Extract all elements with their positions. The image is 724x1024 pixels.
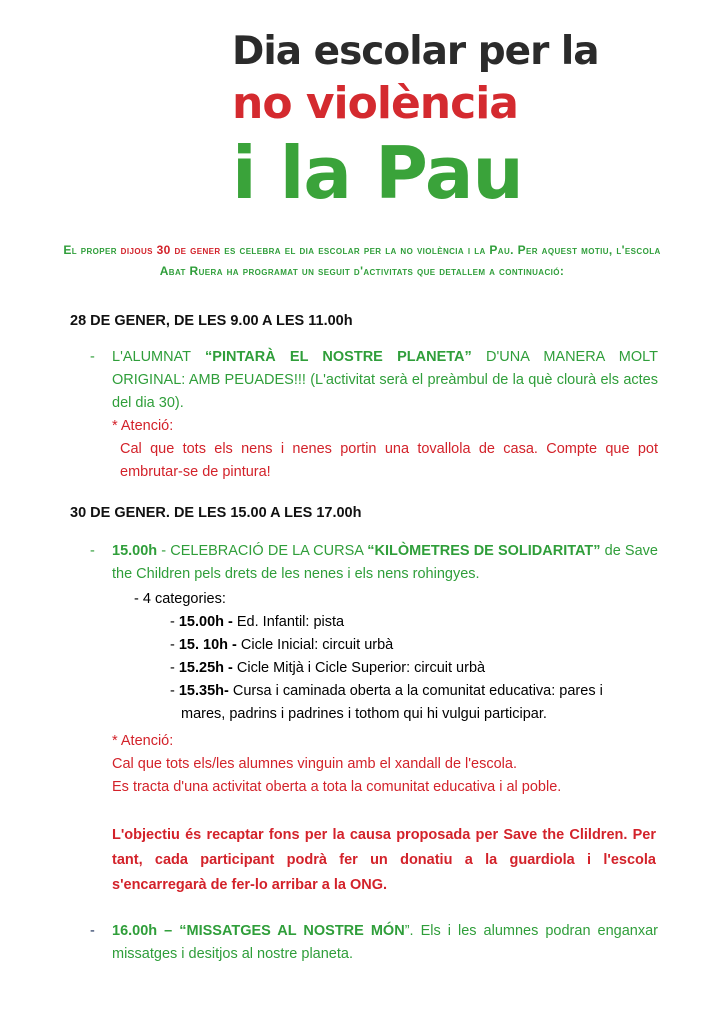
category-item: - 15.00h - Ed. Infantil: pista [170, 614, 345, 630]
title-line-1: Dia escolar per la [232, 29, 599, 74]
activity-cursa [90, 540, 658, 586]
cursa-title: “KILÒMETRES DE SOLIDARITAT” [367, 543, 601, 559]
activity-pintara [90, 346, 658, 484]
activity-title: “PINTARÀ EL NOSTRE PLANETA” [205, 349, 472, 365]
category-item: - 15.25h - Cicle Mitjà i Cicle Superior: circuit urbà [170, 660, 486, 676]
category-text: Cicle Mitjà i Cicle Superior: circuit urbà [232, 660, 486, 676]
list-dash: - [90, 923, 95, 939]
categories-title: - 4 categories: [134, 591, 226, 607]
category-time: 15.25h - [178, 660, 233, 676]
intro-text-2: es celebra el dia escolar per la no violència i la Pau. Per aquest motiu, l'escola Abat Ruera ha programat un seguit d'activitats que detallem a continuació: [159, 243, 661, 278]
category-text: Cursa i caminada oberta a la comunitat educativa: pares i mares, padrins i padrines i tothom qui hi vulgui participar. [181, 683, 603, 722]
warning-line-2: Es tracta d'una activitat oberta a tota la comunitat educativa i al poble. [112, 779, 562, 795]
cursa-mid: - CELEBRACIÓ DE LA CURSA [157, 543, 368, 559]
title-banner [232, 26, 599, 222]
cursa-time: 15.00h [112, 543, 158, 559]
category-time: 15. 10h - [178, 637, 237, 653]
list-dash: - [90, 349, 95, 365]
activity-missatges [90, 920, 658, 966]
activity-desc: D'UNA MANERA MOLT ORIGINAL: AMB PEUADES!!! (L'activitat serà el preàmbul de la què clourà els actes del dia 30). [112, 349, 659, 411]
category-time: 15.00h - [178, 614, 233, 630]
activity-lead: L'ALUMNAT [112, 349, 206, 365]
section-heading-30-gener: 30 DE GENER. DE LES 15.00 A LES 17.00h [70, 505, 362, 521]
missatges-title: 16.00h – “MISSATGES AL NOSTRE MÓN [112, 923, 405, 939]
objective-paragraph: L'objectiu és recaptar fons per la causa proposada per Save the Clildren. Per tant, cada participant podrà fer un donatiu a la guardiola i l'escola s'encarregarà de fer-lo arribar a la ONG. [112, 827, 656, 893]
intro-paragraph [62, 240, 662, 282]
cursa-desc: de Save the Children pels drets de les nenes i els nens rohingyes. [112, 543, 658, 582]
title-line-2: no violència [232, 78, 518, 129]
list-dash: - [90, 543, 95, 559]
title-line-3: i la Pau [232, 131, 523, 215]
section-heading-28-gener: 28 DE GENER, DE LES 9.00 A LES 11.00h [70, 313, 353, 329]
missatges-desc: ”. Els i les alumnes podran enganxar missatges i desitjos al nostre planeta. [112, 923, 659, 962]
category-item: - 15. 10h - Cicle Inicial: circuit urbà [170, 637, 394, 653]
category-text: Ed. Infantil: pista [232, 614, 345, 630]
warning-title: * Atenció: [112, 418, 174, 434]
intro-text-1: El proper [63, 243, 121, 257]
warning-text: Cal que tots els nens i nenes portin una tovallola de casa. Compte que pot embrutar-se de pintura! [120, 441, 658, 480]
category-item: - 15.35h- Cursa i caminada oberta a la comunitat educativa: pares i mares, padrins i padrines i tothom qui hi vulgui participar. [170, 683, 603, 722]
intro-date: dijous 30 de gener [120, 243, 221, 257]
category-text: Cicle Inicial: circuit urbà [236, 637, 394, 653]
category-time: 15.35h- [178, 683, 229, 699]
warning-line-1: Cal que tots els/les alumnes vinguin amb el xandall de l'escola. [112, 756, 517, 772]
warning-title: * Atenció: [112, 733, 174, 749]
